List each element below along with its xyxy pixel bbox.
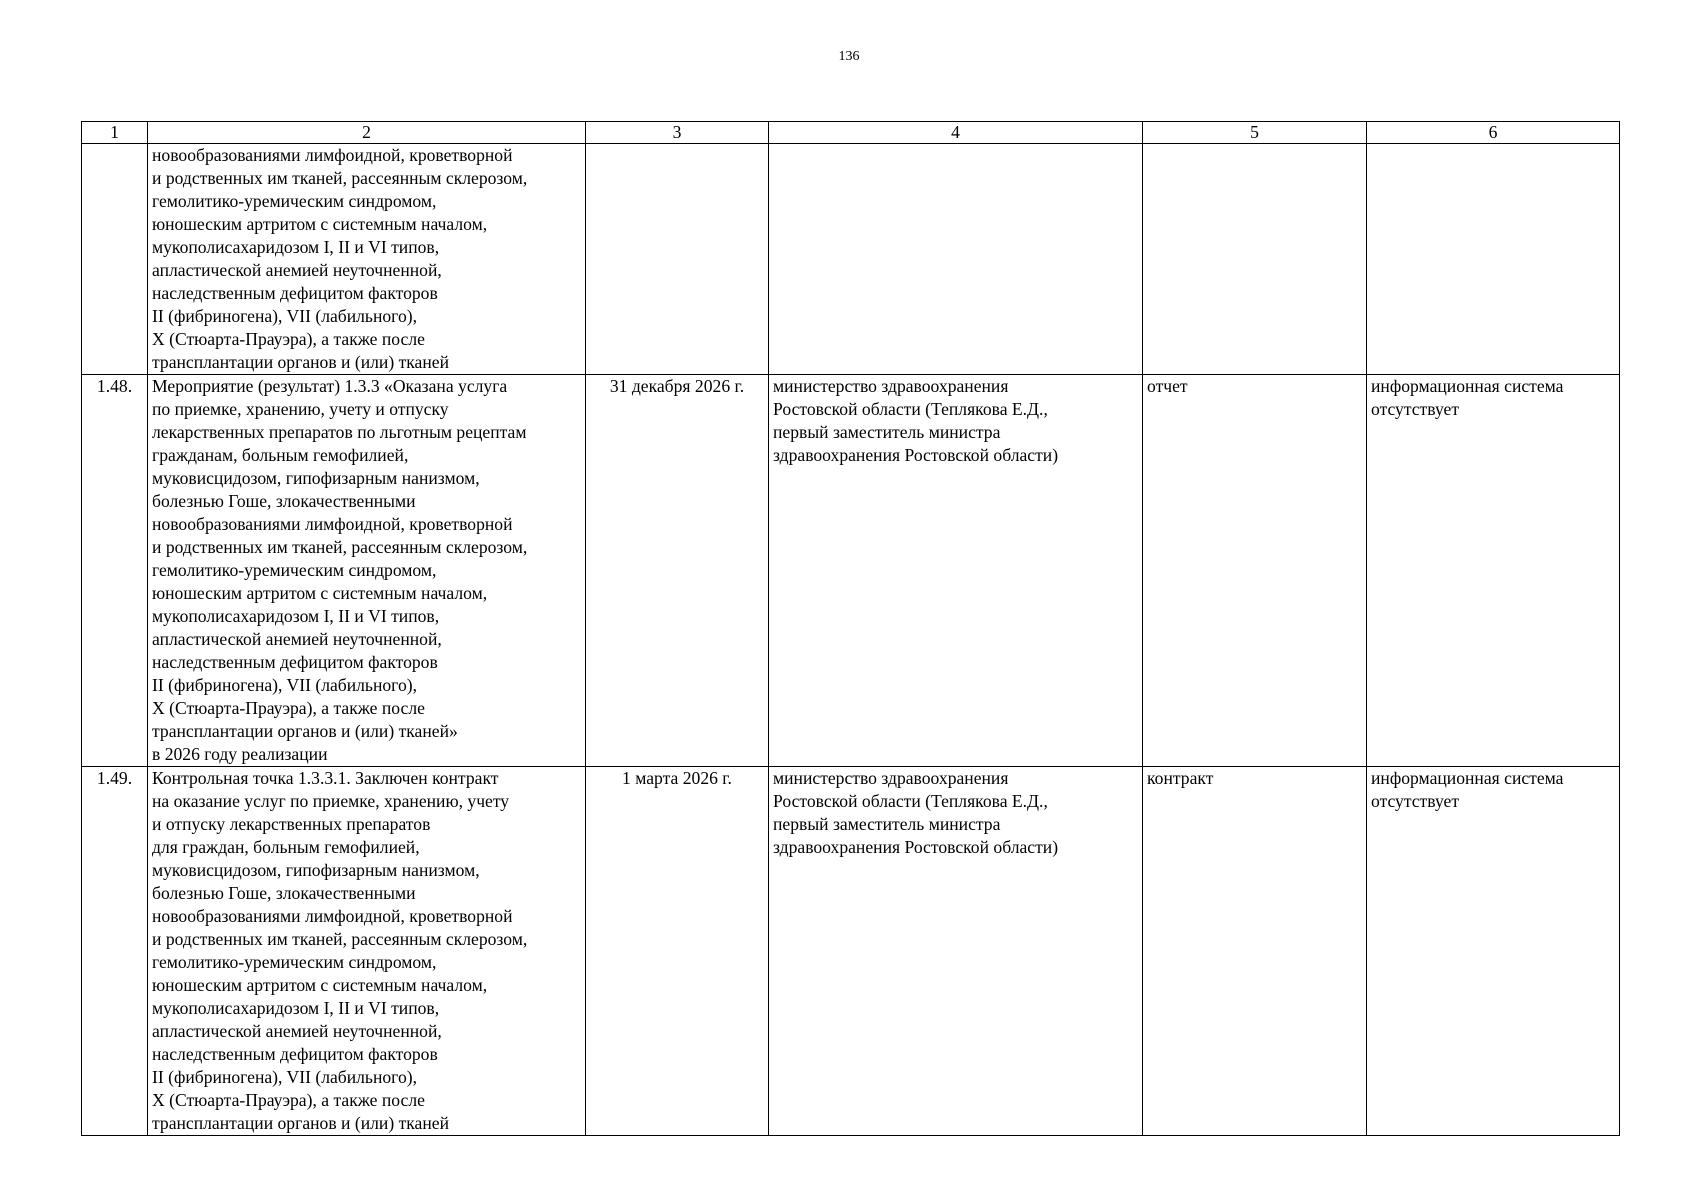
page-number: 136 bbox=[838, 49, 860, 64]
row-date bbox=[586, 144, 769, 375]
row-number: 1.49. bbox=[82, 767, 148, 1136]
row-responsible: министерство здравоохранения Ростовской области (Теплякова Е.Д., первый заместитель министра здравоохранения Ростовской области) bbox=[769, 767, 1143, 1136]
row-description: Мероприятие (результат) 1.3.3 «Оказана услуга по приемке, хранению, учету и отпуску лекарственных препаратов по льготным рецептам гражданам, больным гемофилией, муковисцидозом, гипофизарным нанизмом, болезнью Гоше, злокачественными новообразованиями лимфоидной, кроветворной и родственных им тканей, рассеянным склерозом, гемолитико-уремическим синдромом, юношеским артритом с системным началом, мукополисахаридозом I, II и VI типов, апластической анемией неуточненной, наследственным дефицитом факторов II (фибриногена), VII (лабильного), X (Стюарта-Прауэра), а также после трансплантации органов и (или) тканей» в 2026 году реализации bbox=[148, 375, 586, 767]
table-header-row bbox=[82, 122, 1620, 144]
row-number bbox=[82, 144, 148, 375]
row-system: информационная система отсутствует bbox=[1367, 375, 1620, 767]
header-col-2: 2 bbox=[148, 122, 586, 144]
header-col-6: 6 bbox=[1367, 122, 1620, 144]
table-row bbox=[82, 767, 1620, 1136]
table-row bbox=[82, 375, 1620, 767]
row-document: отчет bbox=[1143, 375, 1367, 767]
row-responsible bbox=[769, 144, 1143, 375]
row-system: информационная система отсутствует bbox=[1367, 767, 1620, 1136]
header-col-5: 5 bbox=[1143, 122, 1367, 144]
row-system bbox=[1367, 144, 1620, 375]
row-responsible: министерство здравоохранения Ростовской области (Теплякова Е.Д., первый заместитель министра здравоохранения Ростовской области) bbox=[769, 375, 1143, 767]
row-document bbox=[1143, 144, 1367, 375]
row-date: 31 декабря 2026 г. bbox=[586, 375, 769, 767]
header-col-3: 3 bbox=[586, 122, 769, 144]
plan-table bbox=[81, 121, 1620, 1136]
row-description: Контрольная точка 1.3.3.1. Заключен контракт на оказание услуг по приемке, хранению, учету и отпуску лекарственных препаратов для граждан, больным гемофилией, муковисцидозом, гипофизарным нанизмом, болезнью Гоше, злокачественными новообразованиями лимфоидной, кроветворной и родственных им тканей, рассеянным склерозом, гемолитико-уремическим синдромом, юношеским артритом с системным началом, мукополисахаридозом I, II и VI типов, апластической анемией неуточненной, наследственным дефицитом факторов II (фибриногена), VII (лабильного), X (Стюарта-Прауэра), а также после трансплантации органов и (или) тканей bbox=[148, 767, 586, 1136]
table-row bbox=[82, 144, 1620, 375]
row-description: новообразованиями лимфоидной, кроветворной и родственных им тканей, рассеянным склерозом, гемолитико-уремическим синдромом, юношеским артритом с системным началом, мукополисахаридозом I, II и VI типов, апластической анемией неуточненной, наследственным дефицитом факторов II (фибриногена), VII (лабильного), X (Стюарта-Прауэра), а также после трансплантации органов и (или) тканей bbox=[148, 144, 586, 375]
header-col-1: 1 bbox=[82, 122, 148, 144]
row-date: 1 марта 2026 г. bbox=[586, 767, 769, 1136]
row-document: контракт bbox=[1143, 767, 1367, 1136]
header-col-4: 4 bbox=[769, 122, 1143, 144]
row-number: 1.48. bbox=[82, 375, 148, 767]
